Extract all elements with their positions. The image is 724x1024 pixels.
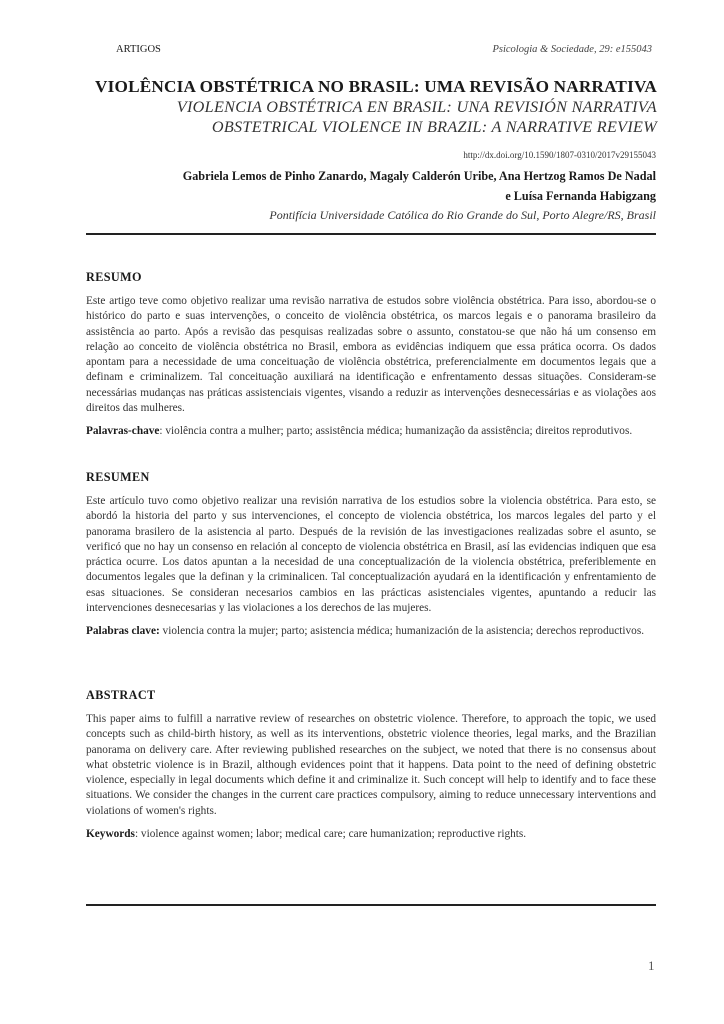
resumo-text: Este artigo teve como objetivo realizar uma revisão narrativa de estudos sobre violência obstétrica. Para isso, abordou-se o histórico do parto e suas intervenções, o conceito de violência obstétrica, os marcos legais e o panorama brasileiro da assistência ao parto. Após a revisão das pesquisas realizadas sobre o assunto, constatou-se que não há um consenso em relação ao conceito de violência obstétrica no Brasil, embora as evidências indiquem que essa prática ocorra. Os dados apontam para a necessidade de uma conceituação de violência obstétrica, preferencialmente em documentos legais que a definam e criminalizem. Tal conceituação auxiliará na identificação e enfrentamento dessas situações. Consideram-se necessárias mudanças nas práticas assistenciais vigentes, visando a reduzir as intervenções desnecessárias e as violações aos direitos das mulheres. (86, 295, 656, 415)
title-english: OBSTETRICAL VIOLENCE IN BRAZIL: A NARRATIVE REVIEW (211, 118, 657, 136)
keywords-list: violencia contra la mujer; parto; asistencia médica; humanización de la asistencia; derechos reproductivos. (159, 625, 645, 638)
page-number: 1 (648, 958, 655, 973)
doi-link[interactable]: http://dx.doi.org/10.1590/1807-0310/2017v29155043 (463, 150, 656, 160)
resumen-section (86, 470, 656, 640)
keywords-list: : violência contra a mulher; parto; assistência médica; humanização da assistência; direitos reprodutivos. (159, 425, 633, 438)
authors-line-1: Gabriela Lemos de Pinho Zanardo, Magaly Calderón Uribe, Ana Hertzog Ramos De Nadal (182, 169, 656, 183)
resumo-section (86, 270, 656, 440)
title-portuguese: VIOLÊNCIA OBSTÉTRICA NO BRASIL: UMA REVISÃO NARRATIVA (95, 77, 657, 96)
resumo-heading: RESUMO (86, 270, 142, 284)
author-list (96, 166, 656, 206)
abstract-keywords (86, 827, 656, 842)
title-spanish: VIOLENCIA OBSTÉTRICA EN BRASIL: UNA REVISIÓN NARRATIVA (176, 98, 657, 116)
keywords-label: Keywords (86, 828, 135, 841)
affiliation: Pontifícia Universidade Católica do Rio Grande do Sul, Porto Alegre/RS, Brasil (269, 208, 656, 222)
resumen-text: Este artículo tuvo como objetivo realizar una revisión narrativa de los estudios sobre la violencia obstétrica. Para esto, se abordó la historia del parto y sus intervenciones, el concepto de violencia obstétrica, los marcos legales del parto y el panorama brasilero de la asistencia al parto. Después de la revisión de las investigaciones realizadas sobre el asunto, se verificó que no hay un consenso en relación al concepto de violencia obstétrica en Brasil, así las evidencias indiquen que esa práctica ocurre. Los datos apuntan a la necesidad de una conceptualización de la violencia obstétrica, preferiblemente en documentos legales que la definan y la criminalicen. Tal conceptualización ayudará en la identificación y enfrentamiento de esas situaciones. Se consideran necesarios cambios en las prácticas asistenciales vigentes, apuntando a reducir las intervenciones desnecesarias y las violaciones a los derechos de las mujeres. (86, 495, 656, 615)
abstract-heading: ABSTRACT (86, 688, 156, 702)
keywords-label: Palavras-chave (86, 425, 160, 438)
journal-citation: Psicologia & Sociedade, 29: e155043 (492, 43, 652, 55)
keywords-label: Palabras clave: (86, 625, 160, 638)
abstract-section (86, 688, 656, 842)
section-label: ARTIGOS (116, 43, 161, 55)
abstract-text: This paper aims to fulfill a narrative review of researches on obstetric violence. Therefore, to approach the topic, we used concepts such as child-birth history, as well as its interventions, obstetric violence theories, legal marks, and the Brazilian panorama on delivery care. After reviewing published researches on the subject, we noted that there is no consensus about what obstetric violence is in Brazil, although evidences point that it happens. Data point to the need of defining obstetric violence, especially in legal documents which define it and criminalize it. Such concept will help to identify and to face these situations. We consider the changes in the current care practices compulsory, aiming to reduce unnecessary interventions and violations of women's rights. (86, 713, 656, 817)
keywords-list: : violence against women; labor; medical care; care humanization; reproductive rights. (134, 828, 527, 841)
resumen-heading: RESUMEN (86, 470, 150, 484)
running-header (116, 42, 652, 56)
resumen-keywords (86, 624, 656, 639)
header-divider (86, 233, 656, 235)
article-titles (86, 76, 657, 137)
resumo-keywords (86, 424, 656, 439)
authors-line-2: e Luísa Fernanda Habigzang (505, 189, 656, 203)
footer-divider (86, 904, 656, 906)
